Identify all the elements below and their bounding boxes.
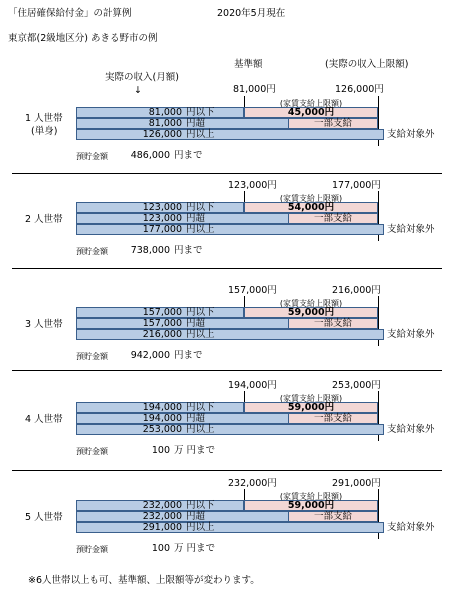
household-size: 1 人世帯 <box>25 113 63 124</box>
household-size: 2 人世帯 <box>25 214 63 225</box>
section-divider <box>12 173 442 174</box>
row-over-amount: 194,000 <box>142 413 182 424</box>
upper-amount: 216,000円 <box>332 285 381 296</box>
partial-label: 一部支給 <box>313 511 352 522</box>
row-over-unit: 円超 <box>186 318 206 329</box>
rent-limit-amount: 59,000円 <box>287 402 335 413</box>
as-of-date: 2020年5月現在 <box>217 8 286 19</box>
rent-limit-label: (家賃支給上限額) <box>279 99 343 108</box>
row-above-unit: 円以上 <box>186 224 215 235</box>
rent-limit-label: (家賃支給上限額) <box>279 194 343 203</box>
actual-income-header: 実際の収入(月額) <box>105 72 179 83</box>
rent-limit-label: (家賃支給上限額) <box>279 492 343 501</box>
footnote: ※6人世帯以上も可、基準額、上限額等が変わります。 <box>28 575 260 586</box>
partial-label: 一部支給 <box>313 413 352 424</box>
household-size: 4 人世帯 <box>25 414 63 425</box>
row-below-amount: 232,000 <box>142 500 182 511</box>
base-amount: 81,000円 <box>233 84 276 95</box>
household-section <box>0 85 450 185</box>
rent-limit-label: (家賃支給上限額) <box>279 299 343 308</box>
base-amount: 194,000円 <box>228 380 277 391</box>
row-over-amount: 81,000 <box>148 118 182 129</box>
row-below-unit: 円以下 <box>186 402 215 413</box>
row-above-unit: 円以上 <box>186 129 215 140</box>
upper-amount: 291,000円 <box>332 478 381 489</box>
excluded-label: 支給対象外 <box>387 329 435 340</box>
partial-label: 一部支給 <box>313 318 352 329</box>
household-section <box>0 478 450 578</box>
upper-amount: 177,000円 <box>332 180 381 191</box>
excluded-label: 支給対象外 <box>387 129 435 140</box>
row-below-unit: 円以下 <box>186 107 215 118</box>
savings-amount: 100 <box>151 445 170 456</box>
base-amount: 123,000円 <box>228 180 277 191</box>
savings-unit: 万 円まで <box>174 543 216 554</box>
partial-label: 一部支給 <box>313 213 352 224</box>
row-below-amount: 194,000 <box>142 402 182 413</box>
savings-amount: 100 <box>151 543 170 554</box>
savings-label: 預貯金額 <box>76 247 108 256</box>
household-section <box>0 380 450 480</box>
savings-label: 預貯金額 <box>76 352 108 361</box>
savings-label: 預貯金額 <box>76 152 108 161</box>
upper-amount: 253,000円 <box>332 380 381 391</box>
savings-amount: 486,000 <box>130 150 170 161</box>
section-divider <box>12 268 442 269</box>
savings-label: 預貯金額 <box>76 447 108 456</box>
section-divider <box>12 470 442 471</box>
section-divider <box>12 370 442 371</box>
upper-amount: 126,000円 <box>335 84 384 95</box>
base-amount-header: 基準額 <box>234 59 263 70</box>
row-over-unit: 円超 <box>186 213 206 224</box>
row-above-unit: 円以上 <box>186 522 215 533</box>
savings-unit: 万 円まで <box>174 445 216 456</box>
row-below-unit: 円以下 <box>186 500 215 511</box>
household-section <box>0 180 450 280</box>
excluded-label: 支給対象外 <box>387 224 435 235</box>
row-above-amount: 253,000 <box>142 424 182 435</box>
row-over-amount: 157,000 <box>142 318 182 329</box>
row-above-unit: 円以上 <box>186 424 215 435</box>
savings-unit: 円まで <box>174 245 203 256</box>
savings-unit: 円まで <box>174 150 203 161</box>
row-above-amount: 216,000 <box>142 329 182 340</box>
row-below-amount: 157,000 <box>142 307 182 318</box>
savings-unit: 円まで <box>174 350 203 361</box>
row-below-amount: 123,000 <box>142 202 182 213</box>
row-over-unit: 円超 <box>186 413 206 424</box>
rent-limit-amount: 59,000円 <box>287 307 335 318</box>
household-size: 5 人世帯 <box>25 512 63 523</box>
row-above-amount: 291,000 <box>142 522 182 533</box>
base-amount: 232,000円 <box>228 478 277 489</box>
region-label: 東京都(2級地区分) あきる野市の例 <box>8 33 158 44</box>
excluded-label: 支給対象外 <box>387 522 435 533</box>
row-above-amount: 177,000 <box>142 224 182 235</box>
row-below-unit: 円以下 <box>186 307 215 318</box>
row-over-unit: 円超 <box>186 511 206 522</box>
row-over-amount: 232,000 <box>142 511 182 522</box>
row-over-amount: 123,000 <box>142 213 182 224</box>
household-size: 3 人世帯 <box>25 319 63 330</box>
rent-limit-amount: 45,000円 <box>287 107 335 118</box>
upper-income-header: (実際の収入上限額) <box>325 59 409 70</box>
row-over-unit: 円超 <box>186 118 206 129</box>
row-above-amount: 126,000 <box>142 129 182 140</box>
rent-limit-amount: 54,000円 <box>287 202 335 213</box>
savings-amount: 738,000 <box>130 245 170 256</box>
income-arrow: ↓ <box>134 85 142 96</box>
savings-label: 預貯金額 <box>76 545 108 554</box>
single-label: (単身) <box>31 126 58 137</box>
rent-limit-amount: 59,000円 <box>287 500 335 511</box>
base-amount: 157,000円 <box>228 285 277 296</box>
rent-limit-label: (家賃支給上限額) <box>279 394 343 403</box>
partial-label: 一部支給 <box>313 118 352 129</box>
savings-amount: 942,000 <box>130 350 170 361</box>
document-title: 「住居確保給付金」の計算例 <box>8 8 132 19</box>
excluded-label: 支給対象外 <box>387 424 435 435</box>
row-below-amount: 81,000 <box>148 107 182 118</box>
row-below-unit: 円以下 <box>186 202 215 213</box>
row-above-unit: 円以上 <box>186 329 215 340</box>
